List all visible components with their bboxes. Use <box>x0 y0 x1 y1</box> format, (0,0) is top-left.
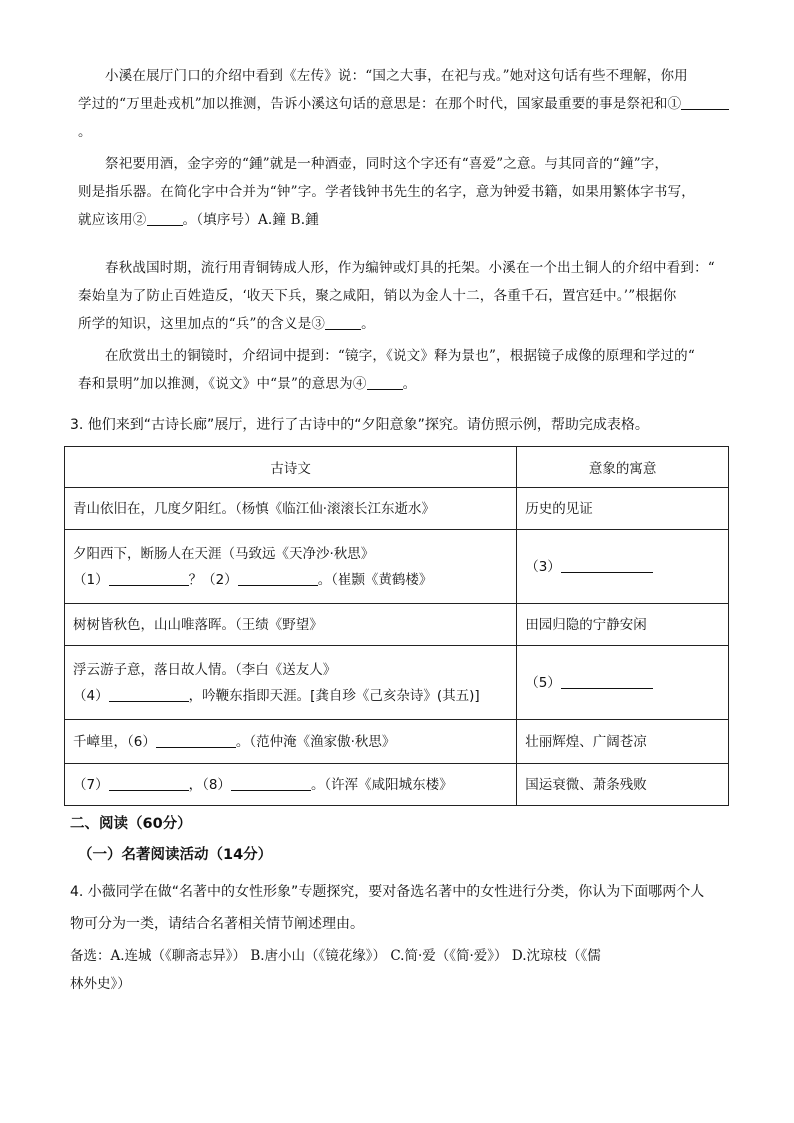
text-line: 林外史》） <box>70 976 131 992</box>
table-header-row <box>65 447 729 488</box>
cell-poem: 千嶂里，（6） 。（范仲淹《渔家傲·秋思》 <box>65 720 517 764</box>
paragraph-zuozhuan <box>78 62 723 146</box>
text-line: 则是指乐器。在简化字中合并为“钟”字。学者钱钟书先生的名字，意为钟爱书籍，如果用繁体字书写， <box>78 184 696 200</box>
answer-blank-3[interactable] <box>325 315 361 330</box>
answer-blank-t8[interactable] <box>231 776 311 791</box>
answer-blank-t3[interactable] <box>561 558 653 573</box>
cell-meaning: 国运衰微、萧条残败 <box>517 764 729 806</box>
answer-blank-t6[interactable] <box>156 733 236 748</box>
text-line: 。 <box>78 124 92 140</box>
subsection-heading: （一）名著阅读活动（14分） <box>78 847 273 863</box>
table-row <box>65 720 729 764</box>
paragraph-zhong <box>78 150 723 234</box>
cell-poem: 夕阳西下，断肠人在天涯（马致远《天净沙·秋思》 （1） ？（2） 。（崔颢《黄鹤楼》 <box>65 530 517 604</box>
text-line: 4. 小薇同学在做“名著中的女性形象”专题探究，要对备选名著中的女性进行分类，你认为下面哪两个人 <box>70 884 705 900</box>
answer-blank-t5[interactable] <box>561 674 653 689</box>
cell-meaning: 壮丽辉煌、广阔苍凉 <box>517 720 729 764</box>
cell-poem: 青山依旧在，几度夕阳红。（杨慎《临江仙·滚滚长江东逝水》 <box>65 488 517 530</box>
table-row <box>65 646 729 720</box>
answer-blank-2[interactable] <box>147 211 183 226</box>
header-meaning: 意象的寓意 <box>517 447 729 488</box>
cell-meaning: 田园归隐的宁静安闲 <box>517 604 729 646</box>
cell-meaning: （5） <box>517 646 729 720</box>
text-line: 就应该用② 。（填序号）A.鐘 B.鍾 <box>78 212 319 228</box>
cell-poem: 浮云游子意，落日故人情。（李白《送友人》 （4） ，吟鞭东指即天涯。[龚自珍《己亥杂诗》(其五)] <box>65 646 517 720</box>
poem-imagery-table <box>64 446 729 806</box>
text-line: 秦始皇为了防止百姓造反，‘收天下兵，聚之咸阳，销以为金人十二，各重千石，置宫廷中。’”根据你 <box>78 288 677 304</box>
cell-poem: 树树皆秋色，山山唯落晖。（王绩《野望》 <box>65 604 517 646</box>
question-4 <box>70 876 720 940</box>
question-3: 3. 他们来到“古诗长廊”展厅，进行了古诗中的“夕阳意象”探究。请仿照示例，帮助完成表格。 <box>70 417 649 433</box>
table-row <box>65 604 729 646</box>
text-line: 学过的“万里赴戎机”加以推测，告诉小溪这句话的意思是：在那个时代，国家最重要的事是祭祀和① <box>78 90 723 118</box>
cell-poem: （7） ，（8） 。（许浑《咸阳城东楼》 <box>65 764 517 806</box>
section-heading-reading: 二、阅读（60分） <box>70 816 192 832</box>
table-row <box>65 530 729 604</box>
paragraph-bronze-figure <box>78 254 723 338</box>
text-line: 备选：A.连城（《聊斋志异》） B.唐小山（《镜花缘》） C.简·爱（《简·爱》） D.沈琼枝（《儒 <box>70 948 601 964</box>
cell-meaning: 历史的见证 <box>517 488 729 530</box>
answer-blank-4[interactable] <box>367 375 403 390</box>
text-line: 祭祀要用酒，金字旁的“鍾”就是一种酒壶，同时这个字还有“喜爱”之意。与其同音的“鐘”字， <box>105 156 669 172</box>
text-line: 所学的知识，这里加点的“兵”的含义是③ 。 <box>78 316 375 332</box>
answer-blank-t4[interactable] <box>109 687 189 702</box>
answer-blank-t1[interactable] <box>109 571 189 586</box>
text-line: 小溪在展厅门口的介绍中看到《左传》说：“国之大事，在祀与戎。”她对这句话有些不理解，你用 <box>105 68 688 84</box>
text-line: 春和景明”加以推测，《说文》中“景”的意思为④ 。 <box>78 376 417 392</box>
answer-blank-t2[interactable] <box>238 571 318 586</box>
text-line: 在欣赏出土的铜镜时，介绍词中提到：“镜字，《说文》释为景也”，根据镜子成像的原理和学过的“ <box>105 348 695 364</box>
text-line: 物可分为一类，请结合名著相关情节阐述理由。 <box>70 916 364 932</box>
options-list <box>70 942 720 998</box>
answer-blank-1[interactable] <box>681 95 729 110</box>
table-row <box>65 764 729 806</box>
cell-meaning: （3） <box>517 530 729 604</box>
answer-blank-t7[interactable] <box>109 776 189 791</box>
table-row <box>65 488 729 530</box>
text-line: 春秋战国时期，流行用青铜铸成人形，作为编钟或灯具的托架。小溪在一个出土铜人的介绍中看到：“ <box>105 260 715 276</box>
header-poem: 古诗文 <box>65 447 517 488</box>
paragraph-bronze-mirror <box>78 342 723 398</box>
